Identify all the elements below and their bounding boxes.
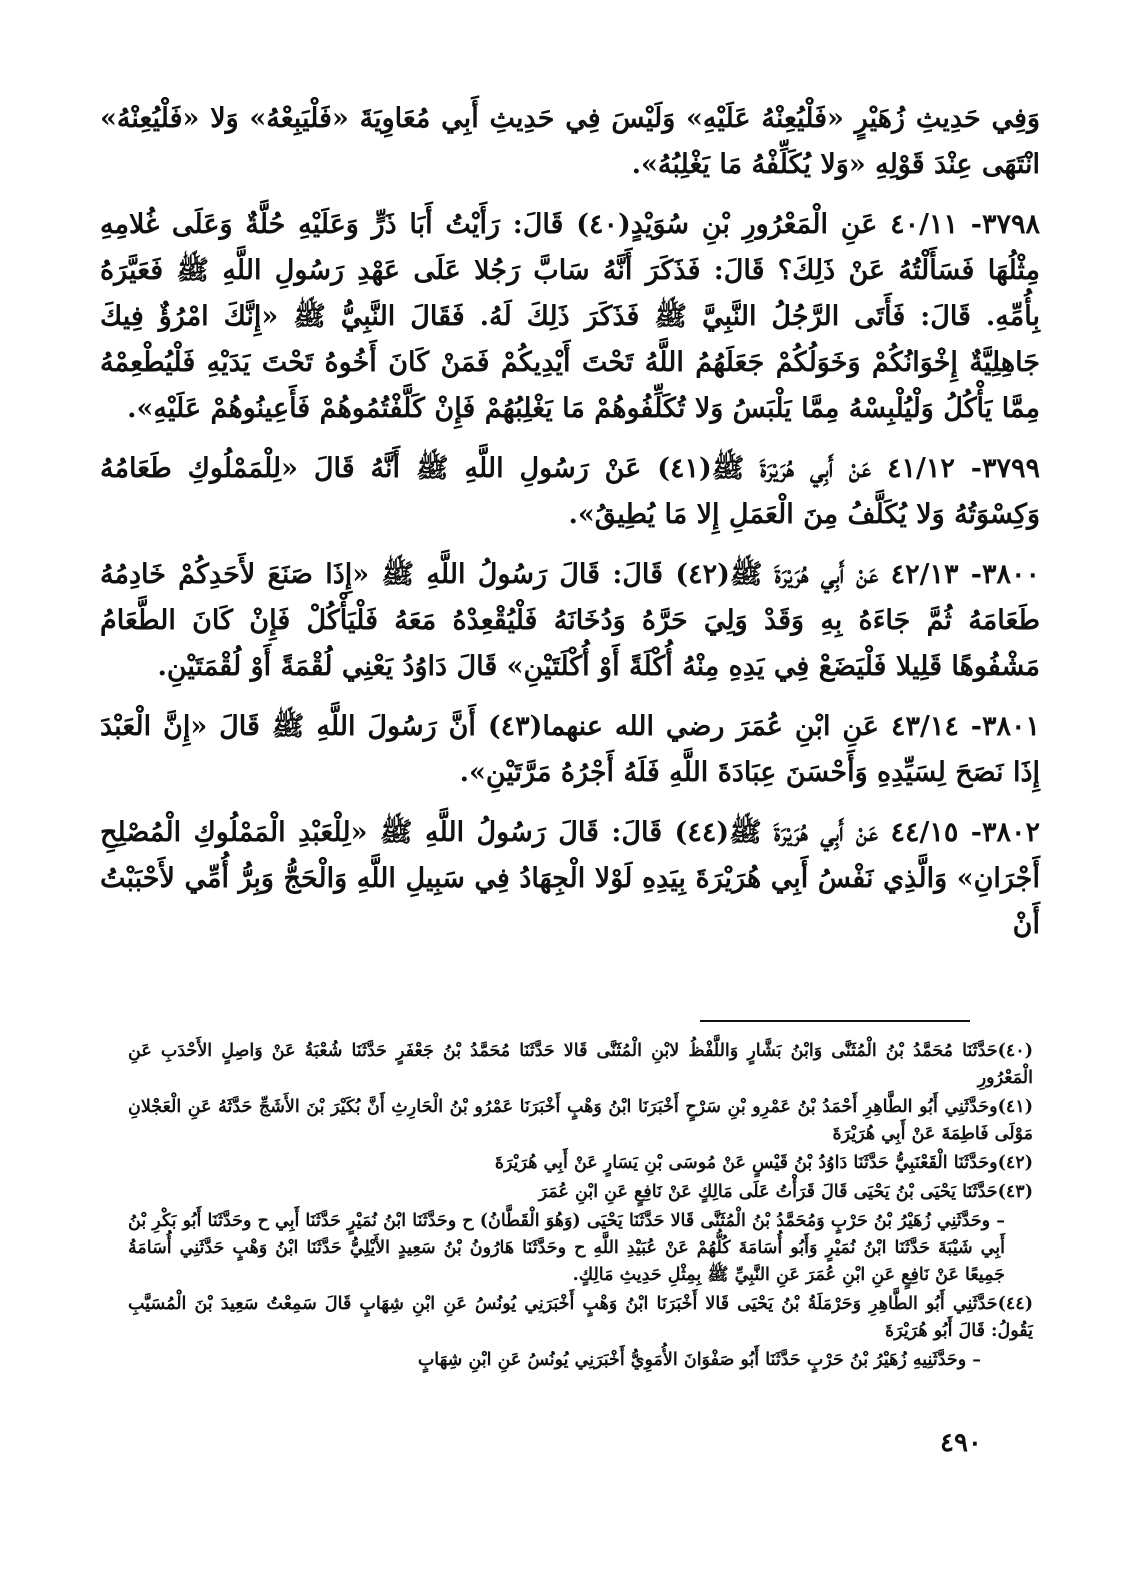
footnotes (128, 1038, 1033, 1376)
footnote-44-continuation: – وحَدَّثَنِيهِ زُهَيْرُ بْنُ حَرْبٍ حَدَّثَنَا أَبُو صَفْوَانَ الأُمَوِيُّ أَخْبَرَنِي يُونُسُ عَنِ ابْنِ شِهَابٍ (417, 1350, 981, 1370)
paragraph-continuation (100, 96, 1040, 188)
footnote-41: (٤١)وحَدَّثَنِي أَبُو الطَّاهِرِ أَحْمَدُ بْنُ عَمْرِو بْنِ سَرْحٍ أَخْبَرَنَا ابْنُ وَهْبٍ أَخْبَرَنَا عَمْرُو بْنُ الْحَارِثِ أَنَّ بُكَيْرَ بْنَ الأَشَجِّ حَدَّثَهُ عَنِ الْعَجْلانِ مَوْلَى فَاطِمَةَ عَنْ أَبِي هُرَيْرَةَ (128, 1097, 1033, 1144)
hadith-text: عَنْ أَبِي هُرَيْرَةَ ﷺ(٤٤) قَالَ: قَالَ رَسُولُ اللَّهِ ﷺ «لِلْعَبْدِ الْمَمْلُوكِ الْمُصْلِحِ أَجْرَانِ» وَالَّذِي نَفْسُ أَبِي هُرَيْرَةَ بِيَدِهِ لَوْلا الْجِهَادُ فِي سَبِيلِ اللَّهِ وَالْحَجُّ وَبِرُّ أُمِّي لأَحْبَبْتُ أَنْ (100, 817, 1040, 940)
footnote-40: (٤٠)حَدَّثَنَا مُحَمَّدُ بْنُ الْمُثَنَّى وَابْنُ بَشَّارٍ وَاللَّفْظُ لابْنِ الْمُثَنَّى قَالا حَدَّثَنَا مُحَمَّدُ بْنُ جَعْفَرٍ حَدَّثَنَا شُعْبَةُ عَنْ وَاصِلٍ الأَحْدَبِ عَنِ الْمَعْرُورِ (128, 1041, 1033, 1088)
hadith-text: عَنِ ابْنِ عُمَرَ رضي الله عنهما(٤٣) أَنَّ رَسُولَ اللَّهِ ﷺ قَالَ «إِنَّ الْعَبْدَ إِذَا نَصَحَ لِسَيِّدِهِ وَأَحْسَنَ عِبَادَةَ اللَّهِ فَلَهُ أَجْرُهُ مَرَّتَيْنِ». (100, 711, 1040, 788)
hadith-number: ٣٧٩٩- ٤١/١٢ (887, 453, 1041, 484)
hadith-3798 (100, 202, 1040, 432)
footnote-divider (700, 1020, 970, 1022)
hadith-text: عَنْ أَبِي هُرَيْرَةَ ﷺ(٤٢) قَالَ: قَالَ رَسُولُ اللَّهِ ﷺ «إِذَا صَنَعَ لأَحَدِكُمْ خَادِمُهُ طَعَامَهُ ثُمَّ جَاءَهُ بِهِ وَقَدْ وَلِيَ حَرَّهُ وَدُخَانَهُ فَلْيُقْعِدْهُ مَعَهُ فَلْيَأْكُلْ فَإِنْ كَانَ الطَّعَامُ مَشْفُوهًا قَلِيلا فَلْيَضَعْ فِي يَدِهِ مِنْهُ أُكْلَةً أَوْ أُكْلَتَيْنِ» قَالَ دَاوُدُ يَعْنِي لُقْمَةً أَوْ لُقْمَتَيْنِ. (100, 559, 1040, 682)
hadith-3799 (100, 446, 1040, 538)
footnote-42: (٤٢)وحَدَّثَنَا الْقَعْنَبِيُّ حَدَّثَنَا دَاوُدُ بْنُ قَيْسٍ عَنْ مُوسَى بْنِ يَسَارٍ عَنْ أَبِي هُرَيْرَةَ (494, 1153, 1033, 1173)
page-number: ٤٩٠ (940, 1428, 982, 1458)
hadith-number: ٣٨٠١- ٤٣/١٤ (890, 711, 1041, 742)
hadith-text: عَنْ أَبِي هُرَيْرَةَ ﷺ(٤١) عَنْ رَسُولِ اللَّهِ ﷺ أَنَّهُ قَالَ «لِلْمَمْلُوكِ طَعَامُهُ وَكِسْوَتُهُ وَلا يُكَلَّفُ مِنَ الْعَمَلِ إِلا مَا يُطِيقُ». (100, 453, 1040, 530)
footnote-44: (٤٤)حَدَّثَنِي أَبُو الطَّاهِرِ وَحَرْمَلَةُ بْنُ يَحْيَى قَالا أَخْبَرَنَا ابْنُ وَهْبٍ أَخْبَرَنِي يُونُسُ عَنِ ابْنِ شِهَابٍ قَالَ سَمِعْتُ سَعِيدَ بْنَ الْمُسَيَّبِ يَقُولُ: قَالَ أَبُو هُرَيْرَةَ (128, 1294, 1033, 1341)
main-text (100, 96, 1040, 962)
hadith-text: عَنِ الْمَعْرُورِ بْنِ سُوَيْدٍ(٤٠) قَالَ: رَأَيْتُ أَبَا ذَرٍّ وَعَلَيْهِ حُلَّةٌ وَعَلَى غُلامِهِ مِثْلُهَا فَسَأَلْتُهُ عَنْ ذَلِكَ؟ قَالَ: فَذَكَرَ أَنَّهُ سَابَّ رَجُلا عَلَى عَهْدِ رَسُولِ اللَّهِ ﷺ فَعَيَّرَهُ بِأُمِّهِ. قَالَ: فَأَتَى الرَّجُلُ النَّبِيَّ ﷺ فَذَكَرَ ذَلِكَ لَهُ. فَقَالَ النَّبِيُّ ﷺ «إِنَّكَ امْرُؤٌ فِيكَ جَاهِلِيَّةٌ إِخْوَانُكُمْ وَخَوَلُكُمْ جَعَلَهُمُ اللَّهُ تَحْتَ أَيْدِيكُمْ فَمَنْ كَانَ أَخُوهُ تَحْتَ يَدَيْهِ فَلْيُطْعِمْهُ مِمَّا يَأْكُلُ وَلْيُلْبِسْهُ مِمَّا يَلْبَسُ وَلا تُكَلِّفُوهُمْ مَا يَغْلِبُهُمْ فَإِنْ كَلَّفْتُمُوهُمْ فَأَعِينُوهُمْ عَلَيْهِ». (100, 209, 1040, 424)
hadith-3802 (100, 810, 1040, 948)
hadith-3801 (100, 704, 1040, 796)
paragraph-text: وَفِي حَدِيثِ زُهَيْرٍ «فَلْيُعِنْهُ عَلَيْهِ» وَلَيْسَ فِي حَدِيثِ أَبِي مُعَاوِيَةَ «فَلْيَبِعْهُ» وَلا «فَلْيُعِنْهُ» انْتَهَى عِنْدَ قَوْلِهِ «وَلا يُكَلِّفْهُ مَا يَغْلِبُهُ». (100, 103, 1040, 180)
footnote-43: (٤٣)حَدَّثَنَا يَحْيَى بْنُ يَحْيَى قَالَ قَرَأْتُ عَلَى مَالِكٍ عَنْ نَافِعٍ عَنِ ابْنِ عُمَرَ (538, 1182, 1033, 1202)
hadith-3800 (100, 552, 1040, 690)
hadith-number: ٣٧٩٨- ٤٠/١١ (890, 209, 1040, 240)
hadith-number: ٣٨٠٠- ٤٢/١٣ (890, 559, 1041, 590)
hadith-number: ٣٨٠٢- ٤٤/١٥ (890, 817, 1040, 848)
footnote-43-continuation: – وحَدَّثَنِي زُهَيْرُ بْنُ حَرْبٍ وَمُحَمَّدُ بْنُ الْمُثَنَّى قَالا حَدَّثَنَا يَحْيَى (وَهُوَ الْقَطَّانُ) ح وحَدَّثَنَا ابْنُ نُمَيْرٍ حَدَّثَنَا أَبِي ح وحَدَّثَنَا أَبُو بَكْرِ بْنُ أَبِي شَيْبَةَ حَدَّثَنَا ابْنُ نُمَيْرٍ وَأَبُو أُسَامَةَ كُلُّهُمْ عَنْ عُبَيْدِ اللَّهِ ح وحَدَّثَنَا هَارُونُ بْنُ سَعِيدٍ الأَيْلِيُّ حَدَّثَنَا ابْنُ وَهْبٍ حَدَّثَنِي أُسَامَةُ جَمِيعًا عَنْ نَافِعٍ عَنِ ابْنِ عُمَرَ عَنِ النَّبِيِّ ﷺ بِمِثْلِ حَدِيثِ مَالِكٍ. (128, 1211, 1005, 1285)
